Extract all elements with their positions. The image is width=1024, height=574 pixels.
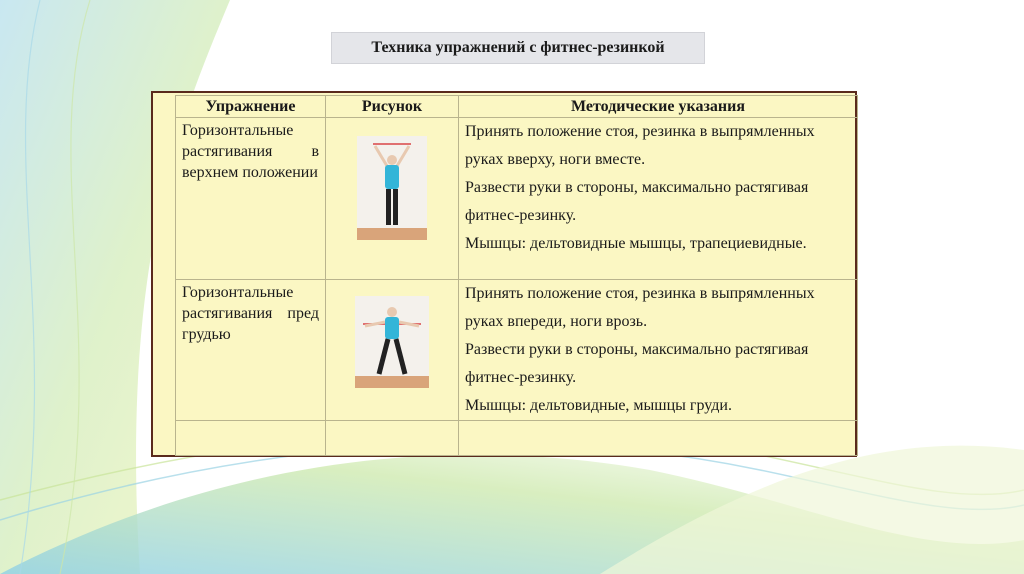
note-line: Принять положение стоя, резинка в выпрямленных руках вверху, ноги вместе. <box>465 123 815 168</box>
table-header-row <box>176 96 858 118</box>
header-figure: Рисунок <box>326 96 459 118</box>
header-notes: Методические указания <box>459 96 858 118</box>
exercise-name: Горизонтальные растягивания пред грудью <box>176 280 326 421</box>
note-line: Развести руки в стороны, максимально растягивая фитнес-резинку. <box>465 179 809 224</box>
figure-cell <box>326 280 459 421</box>
notes-cell <box>459 280 858 421</box>
exercise-table <box>175 95 858 456</box>
chest-band-stretch-figure-icon <box>355 296 429 388</box>
header-exercise: Упражнение <box>176 96 326 118</box>
table-row-empty <box>176 421 858 456</box>
empty-cell <box>176 421 326 456</box>
notes-cell <box>459 118 858 280</box>
empty-cell <box>326 421 459 456</box>
table-row <box>176 280 858 421</box>
figure-cell <box>326 118 459 280</box>
note-line: Мышцы: дельтовидные мышцы, трапециевидные. <box>465 235 807 252</box>
slide-title <box>331 32 705 64</box>
note-line: Мышцы: дельтовидные, мышцы груди. <box>465 397 732 414</box>
exercise-name: Горизонтальные растягивания в верхнем положении <box>176 118 326 280</box>
exercise-table-card <box>151 91 857 457</box>
overhead-band-stretch-figure-icon <box>357 136 427 240</box>
empty-cell <box>459 421 858 456</box>
slide-title-text: Техника упражнений с фитнес-резинкой <box>371 39 665 56</box>
note-line: Развести руки в стороны, максимально растягивая фитнес-резинку. <box>465 341 809 386</box>
note-line: Принять положение стоя, резинка в выпрямленных руках впереди, ноги врозь. <box>465 285 815 330</box>
table-row <box>176 118 858 280</box>
